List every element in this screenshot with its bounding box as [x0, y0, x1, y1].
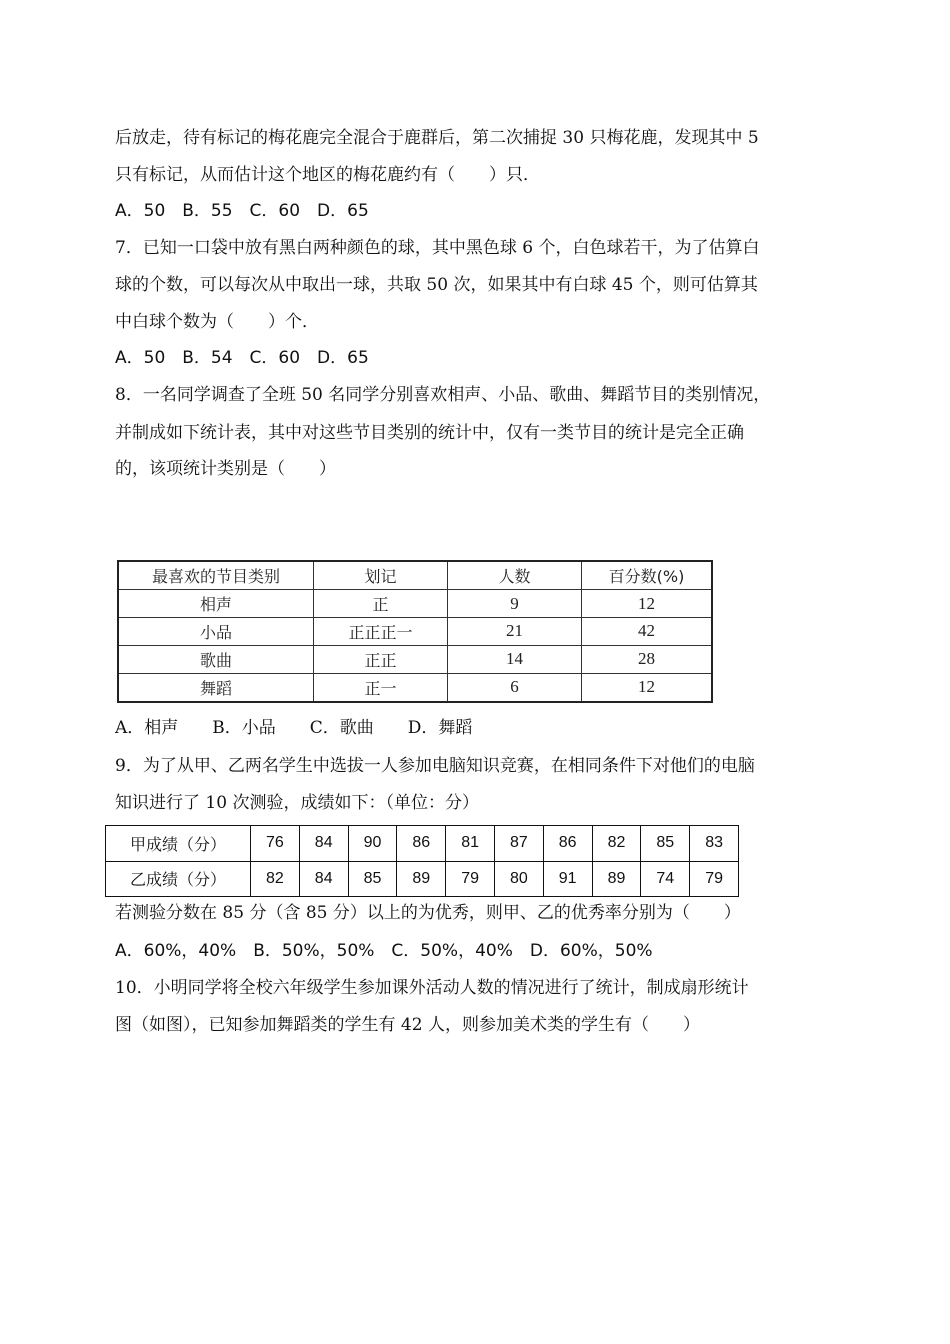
table-row-jia: [106, 826, 739, 862]
category-cell: 歌曲: [118, 645, 314, 673]
q10-line2: 图（如图），已知参加舞蹈类的学生有 42 人，则参加美术类的学生有（ ）: [115, 1015, 700, 1035]
q7-line1: 7．已知一口袋中放有黑白两种颜色的球，其中黑色球 6 个，白色球若干，为了估算白: [115, 238, 760, 258]
q9-line2: 知识进行了 10 次测验，成绩如下：（单位：分）: [115, 793, 479, 813]
category-cell: 小品: [118, 618, 314, 646]
tally-cell: 正正正一: [314, 618, 448, 646]
score-cell: 86: [397, 826, 446, 862]
q9-options: A．60%，40% B．50%，50% C．50%，40% D．60%，50%: [115, 941, 653, 961]
score-cell: 81: [446, 826, 495, 862]
table-header-row: [118, 561, 712, 590]
q10-line1: 10．小明同学将全校六年级学生参加课外活动人数的情况进行了统计，制成扇形统计: [115, 978, 749, 998]
score-cell: 79: [690, 861, 739, 897]
count-cell: 21: [448, 618, 582, 646]
table-row: [118, 618, 712, 646]
score-cell: 80: [494, 861, 543, 897]
program-stats-table: [117, 560, 713, 703]
q7-line3: 中白球个数为（ ）个．: [115, 312, 319, 332]
q8-line1: 8．一名同学调查了全班 50 名同学分别喜欢相声、小品、歌曲、舞蹈节目的类别情况，: [115, 385, 771, 405]
q7-options: A．50 B．54 C．60 D．65: [115, 348, 369, 368]
q6-line2: 只有标记，从而估计这个地区的梅花鹿约有（ ）只．: [115, 165, 540, 185]
count-cell: 9: [448, 590, 582, 618]
category-cell: 相声: [118, 590, 314, 618]
table-row-yi: [106, 861, 739, 897]
q8-line3: 的，该项统计类别是（ ）: [115, 459, 336, 479]
score-cell: 74: [641, 861, 690, 897]
table-row: [118, 590, 712, 618]
score-cell: 90: [348, 826, 397, 862]
score-cell: 87: [494, 826, 543, 862]
score-cell: 85: [641, 826, 690, 862]
percent-cell: 12: [582, 590, 713, 618]
percent-cell: 12: [582, 673, 713, 702]
score-cell: 79: [446, 861, 495, 897]
q9-line1: 9．为了从甲、乙两名学生中选拔一人参加电脑知识竞赛，在相同条件下对他们的电脑: [115, 756, 755, 776]
score-cell: 82: [592, 826, 641, 862]
score-cell: 89: [397, 861, 446, 897]
q6-options: A．50 B．55 C．60 D．65: [115, 201, 369, 221]
row-label: 甲成绩（分）: [106, 826, 251, 862]
score-cell: 91: [543, 861, 592, 897]
tally-cell: 正: [314, 590, 448, 618]
q9-line3: 若测验分数在 85 分（含 85 分）以上的为优秀，则甲、乙的优秀率分别为（ ）: [115, 903, 741, 923]
header-cell: 人数: [448, 561, 582, 590]
header-cell: 最喜欢的节目类别: [118, 561, 314, 590]
count-cell: 6: [448, 673, 582, 702]
q8-options: A．相声 B．小品 C．歌曲 D．舞蹈: [115, 718, 473, 738]
category-cell: 舞蹈: [118, 673, 314, 702]
count-cell: 14: [448, 645, 582, 673]
score-table: [105, 825, 739, 897]
score-cell: 85: [348, 861, 397, 897]
table-row: [118, 673, 712, 702]
tally-cell: 正一: [314, 673, 448, 702]
score-cell: 76: [251, 826, 300, 862]
q6-line1: 后放走，待有标记的梅花鹿完全混合于鹿群后，第二次捕捉 30 只梅花鹿，发现其中 5: [115, 128, 759, 148]
tally-cell: 正正: [314, 645, 448, 673]
row-label: 乙成绩（分）: [106, 861, 251, 897]
score-cell: 83: [690, 826, 739, 862]
table-row: [118, 645, 712, 673]
score-cell: 86: [543, 826, 592, 862]
q8-line2: 并制成如下统计表，其中对这些节目类别的统计中，仅有一类节目的统计是完全正确: [115, 423, 744, 443]
score-cell: 89: [592, 861, 641, 897]
percent-cell: 28: [582, 645, 713, 673]
q7-line2: 球的个数，可以每次从中取出一球，共取 50 次，如果其中有白球 45 个，则可估算其: [115, 275, 758, 295]
score-cell: 82: [251, 861, 300, 897]
score-cell: 84: [299, 861, 348, 897]
percent-cell: 42: [582, 618, 713, 646]
header-cell: 划记: [314, 561, 448, 590]
header-cell: 百分数(%): [582, 561, 713, 590]
score-cell: 84: [299, 826, 348, 862]
